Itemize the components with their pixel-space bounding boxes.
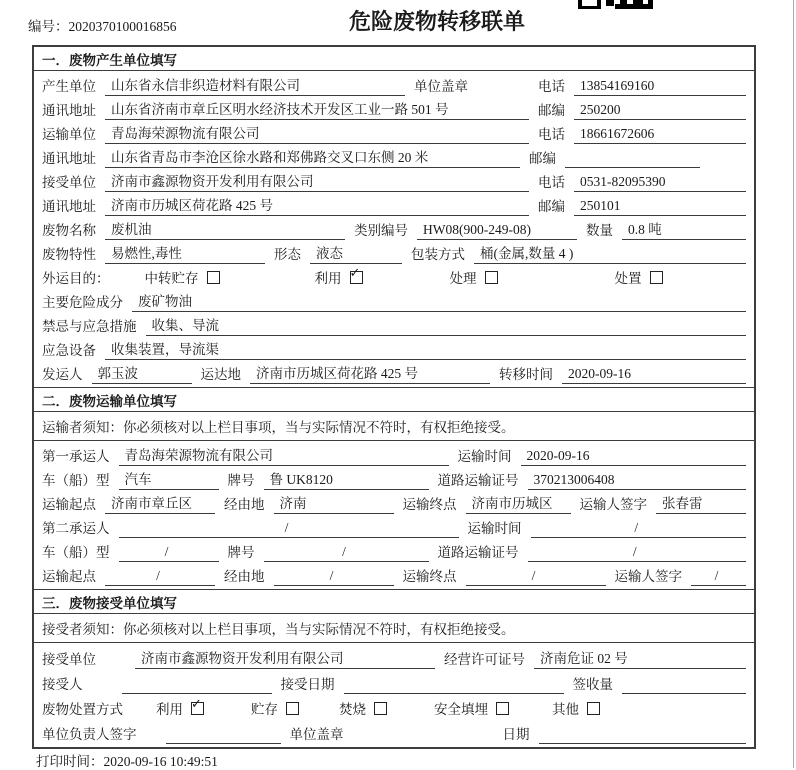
page-edge-line — [793, 0, 794, 768]
field-plate-number-1: 鲁 UK8120 — [264, 468, 429, 490]
field-label: 应急设备 — [42, 343, 96, 358]
field-label: 经营许可证号 — [444, 652, 525, 667]
field-label: 单位盖章 — [414, 79, 468, 94]
checkbox-label: 利用 — [156, 702, 183, 717]
field-label: 形态 — [274, 247, 301, 262]
form-row — [42, 669, 746, 694]
checkbox-disposal-incineration — [339, 698, 434, 719]
checkbox-icon — [191, 696, 204, 715]
field-transport-company: 青岛海荣源物流有限公司 — [105, 122, 529, 144]
field-via-2: / — [274, 568, 394, 586]
checkbox-recycle — [315, 267, 450, 288]
form-row — [42, 490, 746, 514]
checkbox-icon — [374, 702, 387, 715]
field-label: 废物处置方式 — [42, 702, 123, 717]
checkbox-label: 安全填埋 — [434, 702, 488, 717]
field-transport-phone: 18661672606 — [574, 126, 746, 144]
field-receive-date — [344, 692, 564, 694]
field-label: 运输时间 — [457, 449, 512, 464]
doc-number — [28, 15, 177, 35]
field-emergency-equipment: 收集装置，导流渠 — [105, 338, 746, 360]
form-row — [42, 514, 746, 538]
field-label: 通讯地址 — [42, 103, 96, 118]
field-label: 牌号 — [227, 473, 255, 488]
form-row — [42, 442, 746, 466]
field-waste-packaging: 桶(金属,数量 4 ) — [474, 242, 746, 264]
form-row — [42, 466, 746, 490]
field-plate-number-2: / — [264, 544, 429, 562]
form-row — [42, 96, 746, 120]
field-label: 转移时间 — [499, 367, 553, 382]
field-via-1: 济南 — [274, 492, 394, 514]
qr-code-fragment — [578, 0, 653, 9]
checkbox-treatment — [450, 267, 615, 288]
field-transfer-date: 2020-09-16 — [562, 366, 746, 384]
form-row — [42, 312, 746, 336]
checkbox-label: 贮存 — [251, 702, 278, 717]
field-label: 主要危险成分 — [42, 295, 123, 310]
qr-block — [606, 0, 614, 6]
field-label: 运输终点 — [402, 569, 457, 584]
qr-block — [648, 0, 653, 9]
field-label: 接受单位 — [42, 652, 96, 667]
checkbox-icon — [496, 702, 509, 715]
field-label: 包装方式 — [411, 247, 465, 262]
field-waste-name: 废机油 — [105, 218, 345, 240]
field-label: 发运人 — [42, 367, 83, 382]
field-label: 签收量 — [572, 677, 613, 692]
field-recipient — [122, 692, 272, 694]
field-waste-form: 液态 — [310, 242, 402, 264]
checkbox-label: 处理 — [449, 271, 477, 286]
field-license-number: 济南危证 02 号 — [534, 647, 746, 669]
field-label: 电话 — [538, 127, 565, 142]
field-receiver-postcode: 250101 — [574, 198, 746, 216]
field-label: 单位负责人签字 — [42, 727, 137, 742]
field-label: 运输终点 — [402, 497, 457, 512]
section-header-receiver: 三．废物接受单位填写 — [34, 590, 754, 614]
checkbox-label: 其他 — [552, 702, 579, 717]
print-time-value: 2020-09-16 10:49:51 — [103, 754, 218, 769]
field-carrier-signature-2: / — [691, 568, 746, 586]
field-origin-2: / — [105, 568, 215, 586]
form-row — [42, 694, 746, 719]
field-label: 经由地 — [224, 569, 265, 584]
field-receiver-phone: 0531-82095390 — [574, 174, 746, 192]
field-label: 产生单位 — [42, 79, 96, 94]
field-label: 接受单位 — [42, 175, 96, 190]
field-label: 运输人签字 — [614, 569, 682, 584]
form-row — [42, 719, 746, 744]
checkbox-label: 中转贮存 — [144, 271, 199, 286]
field-label: 邮编 — [538, 103, 565, 118]
checkbox-label: 利用 — [314, 271, 342, 286]
section-rows — [34, 643, 754, 747]
field-road-permit-2: / — [528, 544, 747, 562]
checkbox-disposal-other — [552, 698, 746, 719]
checkbox-icon — [207, 271, 220, 284]
field-receiver-company: 济南市鑫源物资开发利用有限公司 — [105, 170, 529, 192]
field-terminus-2: / — [466, 568, 606, 586]
field-label: 数量 — [586, 223, 613, 238]
checkbox-disposal-recycle — [156, 698, 251, 719]
field-label: 第一承运人 — [42, 449, 110, 464]
section-header-producer: 一．废物产生单位填写 — [34, 47, 754, 71]
checkbox-icon — [485, 271, 498, 284]
field-waste-characteristics: 易燃性,毒性 — [105, 242, 265, 264]
field-label: 废物特性 — [42, 247, 96, 262]
form-row — [42, 288, 746, 312]
checkbox-icon — [587, 702, 600, 715]
field-label: 电话 — [538, 175, 565, 190]
checkbox-label: 处置 — [614, 271, 642, 286]
field-label: 接受日期 — [280, 677, 335, 692]
field-label: 车（船）型 — [42, 473, 110, 488]
section-note-receiver: 接受者须知：你必须核对以上栏目事项，当与实际情况不符时，有权拒绝接受。 — [34, 614, 754, 643]
field-label: 运输时间 — [467, 521, 522, 536]
field-terminus-1: 济南市历城区 — [466, 492, 571, 514]
section-receiver — [34, 589, 754, 747]
field-seal-date — [539, 742, 747, 744]
form-row — [42, 144, 746, 168]
form-row — [42, 360, 746, 384]
field-transport-date-1: 2020-09-16 — [521, 448, 747, 466]
checkbox-disposal-storage — [251, 698, 339, 719]
field-transport-postcode — [565, 166, 700, 168]
field-label: 邮编 — [538, 199, 565, 214]
field-label: 外运目的： — [42, 271, 110, 286]
checkbox-transit-storage — [145, 267, 315, 288]
field-producer-name: 山东省永信非织造材料有限公司 — [105, 74, 405, 96]
section-rows — [34, 71, 754, 387]
field-producer-postcode: 250200 — [574, 102, 746, 120]
checkbox-icon — [349, 265, 363, 284]
field-label: 通讯地址 — [42, 151, 96, 166]
field-receiving-unit: 济南市鑫源物资开发利用有限公司 — [135, 647, 435, 669]
field-received-quantity — [622, 692, 746, 694]
field-arrival-place: 济南市历城区荷花路 425 号 — [250, 362, 490, 384]
field-producer-phone: 13854169160 — [574, 78, 746, 96]
checkbox-disposal-landfill — [434, 698, 552, 719]
field-waste-quantity: 0.8 吨 — [622, 218, 746, 240]
field-second-carrier: / — [119, 520, 459, 538]
doc-number-label: 编号： — [28, 19, 69, 34]
field-label: 第二承运人 — [42, 521, 110, 536]
field-label: 类别编号 — [354, 223, 408, 238]
form-row — [42, 72, 746, 96]
qr-block — [620, 0, 627, 4]
checkbox-icon — [650, 271, 663, 284]
form-row — [42, 120, 746, 144]
field-label: 邮编 — [529, 151, 556, 166]
field-carrier-signature-1: 张春雷 — [656, 492, 746, 514]
field-receiver-address: 济南市历城区荷花路 425 号 — [105, 194, 529, 216]
field-label: 日期 — [502, 727, 530, 742]
field-transport-date-2: / — [531, 520, 747, 538]
field-label: 运输起点 — [42, 569, 96, 584]
check-icon: ✓ — [349, 265, 361, 281]
field-label: 接受人 — [42, 677, 83, 692]
form-row — [42, 538, 746, 562]
form-row — [42, 168, 746, 192]
form-row — [42, 240, 746, 264]
form-box — [32, 45, 756, 749]
section-header-transporter: 二．废物运输单位填写 — [34, 388, 754, 412]
form-row — [42, 336, 746, 360]
section-producer — [34, 47, 754, 387]
checkbox-label: 焚烧 — [339, 702, 366, 717]
qr-block — [578, 6, 601, 9]
form-row — [42, 192, 746, 216]
field-label: 运输单位 — [42, 127, 96, 142]
page-title: 危险废物转移联单 — [348, 9, 526, 34]
form-row — [42, 562, 746, 586]
checkbox-disposal — [615, 267, 747, 288]
field-waste-category-code: HW08(900-249-08) — [417, 222, 577, 240]
form-row — [42, 264, 746, 288]
field-producer-address: 山东省济南市章丘区明水经济技术开发区工业一路 501 号 — [105, 98, 529, 120]
section-note-transporter: 运输者须知：你必须核对以上栏目事项，当与实际情况不符时，有权拒绝接受。 — [34, 412, 754, 441]
field-label: 运输人签字 — [579, 497, 647, 512]
field-main-hazard-component: 废矿物油 — [132, 290, 746, 312]
section-transporter — [34, 387, 754, 589]
field-label: 运达地 — [200, 367, 241, 382]
field-consignor: 郭玉波 — [92, 362, 192, 384]
field-label: 车（船）型 — [42, 545, 110, 560]
section-rows — [34, 441, 754, 589]
field-vehicle-type-2: / — [119, 544, 219, 562]
field-vehicle-type-1: 汽车 — [119, 468, 219, 490]
form-row — [42, 644, 746, 669]
field-road-permit-1: 370213006408 — [528, 472, 747, 490]
doc-number-value: 2020370100016856 — [68, 19, 177, 34]
form-row — [42, 216, 746, 240]
checkbox-icon — [286, 702, 299, 715]
field-first-carrier: 青岛海荣源物流有限公司 — [119, 444, 449, 466]
field-label: 废物名称 — [42, 223, 96, 238]
field-label: 电话 — [538, 79, 565, 94]
field-label: 经由地 — [224, 497, 265, 512]
field-origin-1: 济南市章丘区 — [105, 492, 215, 514]
print-time — [36, 750, 218, 770]
check-icon: ✓ — [191, 696, 202, 712]
field-transport-address: 山东省青岛市李沧区徐水路和郑佛路交叉口东侧 20 米 — [105, 146, 520, 168]
field-label: 牌号 — [227, 545, 255, 560]
field-label: 运输起点 — [42, 497, 96, 512]
field-label: 通讯地址 — [42, 199, 96, 214]
field-label: 禁忌与应急措施 — [42, 319, 137, 334]
field-label: 道路运输证号 — [437, 545, 519, 560]
print-time-label: 打印时间： — [36, 754, 104, 769]
qr-block — [633, 0, 643, 4]
field-label: 道路运输证号 — [437, 473, 519, 488]
field-manager-signature — [166, 742, 281, 744]
field-emergency-measures: 收集、导流 — [146, 314, 747, 336]
field-label: 单位盖章 — [289, 727, 344, 742]
